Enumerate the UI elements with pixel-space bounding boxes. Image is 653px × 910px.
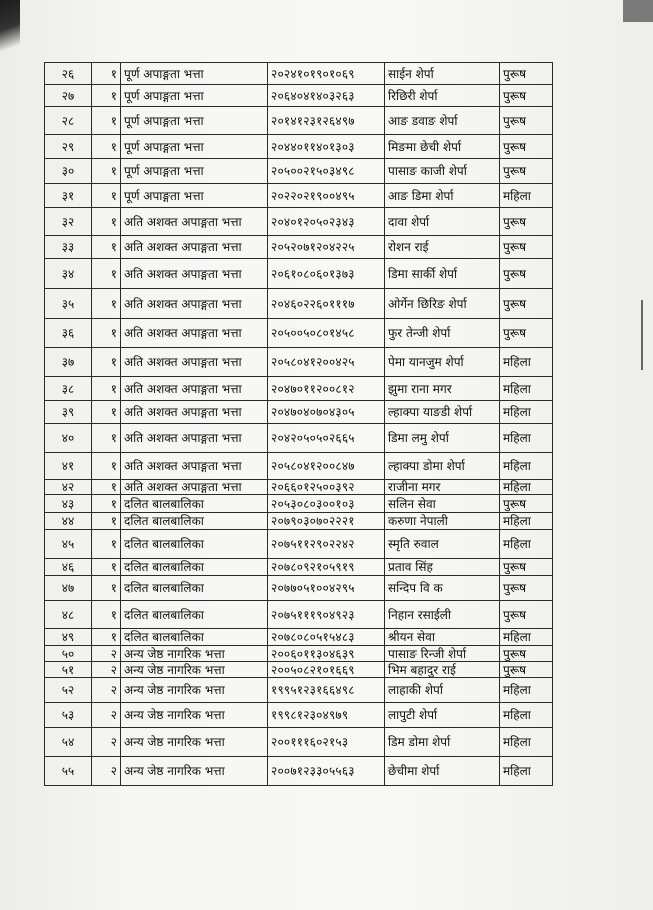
category-code-cell: १: [92, 424, 121, 453]
id-number-cell: २०४६०२२६०१११७: [268, 289, 385, 319]
name-cell: दावा शेर्पा: [385, 208, 500, 236]
serial-number-cell: ५०: [45, 646, 92, 662]
page-corner: [623, 0, 653, 22]
allowance-type-cell: अन्य जेष्ठ नागरिक भत्ता: [121, 646, 268, 662]
name-cell: पासाङ काजी शेर्पा: [385, 159, 500, 184]
serial-number-cell: ३७: [45, 348, 92, 377]
table-row: [45, 576, 553, 601]
serial-number-cell: ३६: [45, 319, 92, 348]
name-cell: रिछिरी शेर्पा: [385, 85, 500, 107]
table-row: [45, 424, 553, 453]
gender-cell: पुरूष: [500, 662, 553, 678]
category-code-cell: १: [92, 107, 121, 135]
side-stamp: [633, 468, 653, 708]
name-cell: डिमा लमु शेर्पा: [385, 424, 500, 453]
id-number-cell: २०५२०७१२०४२२५: [268, 236, 385, 259]
id-number-cell: २०२२०२१९००४९५: [268, 184, 385, 208]
name-cell: करुणा नेपाली: [385, 513, 500, 530]
gender-cell: महिला: [500, 530, 553, 559]
table-row: [45, 159, 553, 184]
id-number-cell: २००१११६०२१५३: [268, 728, 385, 757]
allowance-type-cell: दलित बालबालिका: [121, 495, 268, 513]
gender-cell: महिला: [500, 728, 553, 757]
serial-number-cell: ४३: [45, 495, 92, 513]
category-code-cell: १: [92, 576, 121, 601]
table-row: [45, 703, 553, 728]
category-code-cell: १: [92, 159, 121, 184]
table-row: [45, 85, 553, 107]
allowance-type-cell: अति अशक्त अपाङ्गता भत्ता: [121, 377, 268, 401]
table-row: [45, 559, 553, 576]
id-number-cell: २०७७०५१००४२९५: [268, 576, 385, 601]
name-cell: फुर तेन्जी शेर्पा: [385, 319, 500, 348]
id-number-cell: २०६६०१२५००३९२: [268, 480, 385, 495]
gender-cell: पुरूष: [500, 107, 553, 135]
serial-number-cell: ४६: [45, 559, 92, 576]
serial-number-cell: ४७: [45, 576, 92, 601]
id-number-cell: २०५००२१५०३४९८: [268, 159, 385, 184]
id-number-cell: २००७१२३३०५५६३: [268, 757, 385, 786]
table-row: [45, 728, 553, 757]
id-number-cell: २०४४०११४०१३०३: [268, 135, 385, 159]
serial-number-cell: ५४: [45, 728, 92, 757]
allowance-type-cell: अन्य जेष्ठ नागरिक भत्ता: [121, 728, 268, 757]
gender-cell: पुरूष: [500, 63, 553, 85]
id-number-cell: २०४२०५०५०२६६५: [268, 424, 385, 453]
category-code-cell: १: [92, 184, 121, 208]
table-row: [45, 259, 553, 289]
table-row: [45, 208, 553, 236]
serial-number-cell: ३३: [45, 236, 92, 259]
table-row: [45, 678, 553, 703]
category-code-cell: २: [92, 703, 121, 728]
category-code-cell: १: [92, 401, 121, 424]
allowance-type-cell: अन्य जेष्ठ नागरिक भत्ता: [121, 662, 268, 678]
category-code-cell: १: [92, 530, 121, 559]
allowance-type-cell: दलित बालबालिका: [121, 629, 268, 646]
gender-cell: पुरूष: [500, 495, 553, 513]
serial-number-cell: २८: [45, 107, 92, 135]
allowance-type-cell: अति अशक्त अपाङ्गता भत्ता: [121, 208, 268, 236]
id-number-cell: २००५०८२१०१६६९: [268, 662, 385, 678]
table-row: [45, 601, 553, 629]
category-code-cell: २: [92, 678, 121, 703]
allowance-type-cell: दलित बालबालिका: [121, 576, 268, 601]
category-code-cell: १: [92, 480, 121, 495]
table-row: [45, 135, 553, 159]
category-code-cell: १: [92, 85, 121, 107]
serial-number-cell: ५३: [45, 703, 92, 728]
category-code-cell: १: [92, 208, 121, 236]
category-code-cell: १: [92, 601, 121, 629]
table-row: [45, 513, 553, 530]
name-cell: भिम बहादुर राई: [385, 662, 500, 678]
allowance-type-cell: दलित बालबालिका: [121, 513, 268, 530]
id-number-cell: २०७८०८०५१५४८३: [268, 629, 385, 646]
category-code-cell: १: [92, 629, 121, 646]
id-number-cell: २०१४१२३१२६४९७: [268, 107, 385, 135]
serial-number-cell: ४१: [45, 453, 92, 480]
id-number-cell: २०४०१२०५०२३४३: [268, 208, 385, 236]
gender-cell: पुरूष: [500, 259, 553, 289]
name-cell: मिङमा छेची शेर्पा: [385, 135, 500, 159]
serial-number-cell: ३८: [45, 377, 92, 401]
name-cell: छेचीमा शेर्पा: [385, 757, 500, 786]
allowance-type-cell: अन्य जेष्ठ नागरिक भत्ता: [121, 757, 268, 786]
serial-number-cell: ५२: [45, 678, 92, 703]
table-row: [45, 757, 553, 786]
gender-cell: महिला: [500, 348, 553, 377]
allowance-type-cell: पूर्ण अपाङ्गता भत्ता: [121, 85, 268, 107]
id-number-cell: २०७५११२९०२२४२: [268, 530, 385, 559]
serial-number-cell: ३२: [45, 208, 92, 236]
gender-cell: महिला: [500, 629, 553, 646]
serial-number-cell: ३५: [45, 289, 92, 319]
category-code-cell: १: [92, 513, 121, 530]
id-number-cell: २०६१०८०६०१३७३: [268, 259, 385, 289]
id-number-cell: २०५३०८०३००१०३: [268, 495, 385, 513]
table-row: [45, 495, 553, 513]
margin-mark: [641, 300, 643, 370]
table-row: [45, 63, 553, 85]
allowance-type-cell: अन्य जेष्ठ नागरिक भत्ता: [121, 678, 268, 703]
name-cell: पासाङ रिन्जी शेर्पा: [385, 646, 500, 662]
table-row: [45, 377, 553, 401]
id-number-cell: २०५८०४१२००८४७: [268, 453, 385, 480]
allowance-type-cell: अति अशक्त अपाङ्गता भत्ता: [121, 480, 268, 495]
gender-cell: पुरूष: [500, 289, 553, 319]
allowance-type-cell: पूर्ण अपाङ्गता भत्ता: [121, 107, 268, 135]
table-row: [45, 107, 553, 135]
id-number-cell: २००६०११३०४६३९: [268, 646, 385, 662]
id-number-cell: २०७९०३०७०२२२१: [268, 513, 385, 530]
category-code-cell: १: [92, 259, 121, 289]
id-number-cell: २०४७०४०७०४३०५: [268, 401, 385, 424]
serial-number-cell: ४०: [45, 424, 92, 453]
name-cell: प्रताव सिंह: [385, 559, 500, 576]
name-cell: पेमा यानजुम शेर्पा: [385, 348, 500, 377]
id-number-cell: २०७५१११९०४९२३: [268, 601, 385, 629]
gender-cell: महिला: [500, 513, 553, 530]
allowance-type-cell: अति अशक्त अपाङ्गता भत्ता: [121, 319, 268, 348]
id-number-cell: २०६४०४१४०३२६३: [268, 85, 385, 107]
allowance-type-cell: अति अशक्त अपाङ्गता भत्ता: [121, 289, 268, 319]
name-cell: ओर्गेन छिरिङ शेर्पा: [385, 289, 500, 319]
name-cell: आङ डवाङ शेर्पा: [385, 107, 500, 135]
table-row: [45, 348, 553, 377]
name-cell: स्मृति रुवाल: [385, 530, 500, 559]
serial-number-cell: २९: [45, 135, 92, 159]
category-code-cell: १: [92, 348, 121, 377]
serial-number-cell: ४९: [45, 629, 92, 646]
gender-cell: महिला: [500, 480, 553, 495]
name-cell: श्रीयन सेवा: [385, 629, 500, 646]
serial-number-cell: २६: [45, 63, 92, 85]
gender-cell: महिला: [500, 377, 553, 401]
category-code-cell: १: [92, 135, 121, 159]
serial-number-cell: ४८: [45, 601, 92, 629]
name-cell: रोशन राई: [385, 236, 500, 259]
category-code-cell: २: [92, 757, 121, 786]
serial-number-cell: ४५: [45, 530, 92, 559]
category-code-cell: २: [92, 662, 121, 678]
gender-cell: पुरूष: [500, 576, 553, 601]
gender-cell: पुरूष: [500, 559, 553, 576]
category-code-cell: १: [92, 559, 121, 576]
allowance-type-cell: अति अशक्त अपाङ्गता भत्ता: [121, 236, 268, 259]
category-code-cell: १: [92, 453, 121, 480]
table-row: [45, 401, 553, 424]
gender-cell: महिला: [500, 678, 553, 703]
name-cell: लाहाकी शेर्पा: [385, 678, 500, 703]
table-row: [45, 453, 553, 480]
serial-number-cell: ५५: [45, 757, 92, 786]
table-row: [45, 646, 553, 662]
gender-cell: महिला: [500, 401, 553, 424]
gender-cell: पुरूष: [500, 208, 553, 236]
serial-number-cell: ३९: [45, 401, 92, 424]
category-code-cell: १: [92, 319, 121, 348]
serial-number-cell: ४२: [45, 480, 92, 495]
name-cell: डिम डोमा शेर्पा: [385, 728, 500, 757]
serial-number-cell: ३१: [45, 184, 92, 208]
category-code-cell: २: [92, 646, 121, 662]
table-row: [45, 184, 553, 208]
id-number-cell: २०५००५०८०१४५८: [268, 319, 385, 348]
table-body: [45, 63, 553, 786]
allowance-type-cell: अति अशक्त अपाङ्गता भत्ता: [121, 348, 268, 377]
name-cell: झुमा राना मगर: [385, 377, 500, 401]
gender-cell: महिला: [500, 424, 553, 453]
name-cell: सलिन सेवा: [385, 495, 500, 513]
allowance-type-cell: दलित बालबालिका: [121, 601, 268, 629]
name-cell: सन्दिप वि क: [385, 576, 500, 601]
gender-cell: पुरूष: [500, 159, 553, 184]
allowance-type-cell: पूर्ण अपाङ्गता भत्ता: [121, 63, 268, 85]
allowance-type-cell: अति अशक्त अपाङ्गता भत्ता: [121, 259, 268, 289]
allowance-type-cell: दलित बालबालिका: [121, 530, 268, 559]
gender-cell: महिला: [500, 184, 553, 208]
id-number-cell: २०२४१०१९०१०६९: [268, 63, 385, 85]
gender-cell: महिला: [500, 453, 553, 480]
id-number-cell: १९९५१२३१६६४९८: [268, 678, 385, 703]
id-number-cell: १९९८१२३०४९७९: [268, 703, 385, 728]
name-cell: राजीना मगर: [385, 480, 500, 495]
name-cell: आङ डिमा शेर्पा: [385, 184, 500, 208]
allowance-type-cell: अति अशक्त अपाङ्गता भत्ता: [121, 453, 268, 480]
id-number-cell: २०४७०११२००८१२: [268, 377, 385, 401]
allowance-type-cell: पूर्ण अपाङ्गता भत्ता: [121, 159, 268, 184]
beneficiary-table: [44, 62, 553, 786]
name-cell: लापुटी शेर्पा: [385, 703, 500, 728]
serial-number-cell: ३४: [45, 259, 92, 289]
serial-number-cell: ४४: [45, 513, 92, 530]
category-code-cell: २: [92, 728, 121, 757]
page-shadow-edge: [0, 0, 20, 80]
table-row: [45, 480, 553, 495]
allowance-type-cell: पूर्ण अपाङ्गता भत्ता: [121, 135, 268, 159]
serial-number-cell: ३०: [45, 159, 92, 184]
gender-cell: महिला: [500, 703, 553, 728]
table-row: [45, 662, 553, 678]
category-code-cell: १: [92, 236, 121, 259]
allowance-type-cell: अति अशक्त अपाङ्गता भत्ता: [121, 424, 268, 453]
gender-cell: पुरूष: [500, 236, 553, 259]
category-code-cell: १: [92, 495, 121, 513]
category-code-cell: १: [92, 289, 121, 319]
table-row: [45, 629, 553, 646]
serial-number-cell: ५१: [45, 662, 92, 678]
id-number-cell: २०७८०९२१०५९१९: [268, 559, 385, 576]
name-cell: ल्हाक्पा याङडी शेर्पा: [385, 401, 500, 424]
category-code-cell: १: [92, 377, 121, 401]
name-cell: निहान रसाईली: [385, 601, 500, 629]
allowance-type-cell: अति अशक्त अपाङ्गता भत्ता: [121, 401, 268, 424]
gender-cell: पुरूष: [500, 601, 553, 629]
serial-number-cell: २७: [45, 85, 92, 107]
gender-cell: महिला: [500, 757, 553, 786]
name-cell: ल्हाक्पा डोमा शेर्पा: [385, 453, 500, 480]
name-cell: साईन शेर्पा: [385, 63, 500, 85]
gender-cell: पुरूष: [500, 646, 553, 662]
allowance-type-cell: पूर्ण अपाङ्गता भत्ता: [121, 184, 268, 208]
allowance-type-cell: दलित बालबालिका: [121, 559, 268, 576]
gender-cell: पुरूष: [500, 85, 553, 107]
table-row: [45, 236, 553, 259]
name-cell: डिमा सार्की शेर्पा: [385, 259, 500, 289]
allowance-type-cell: अन्य जेष्ठ नागरिक भत्ता: [121, 703, 268, 728]
table-row: [45, 530, 553, 559]
gender-cell: पुरूष: [500, 135, 553, 159]
table-row: [45, 319, 553, 348]
id-number-cell: २०५८०४१२००४२५: [268, 348, 385, 377]
category-code-cell: १: [92, 63, 121, 85]
table-row: [45, 289, 553, 319]
gender-cell: पुरूष: [500, 319, 553, 348]
